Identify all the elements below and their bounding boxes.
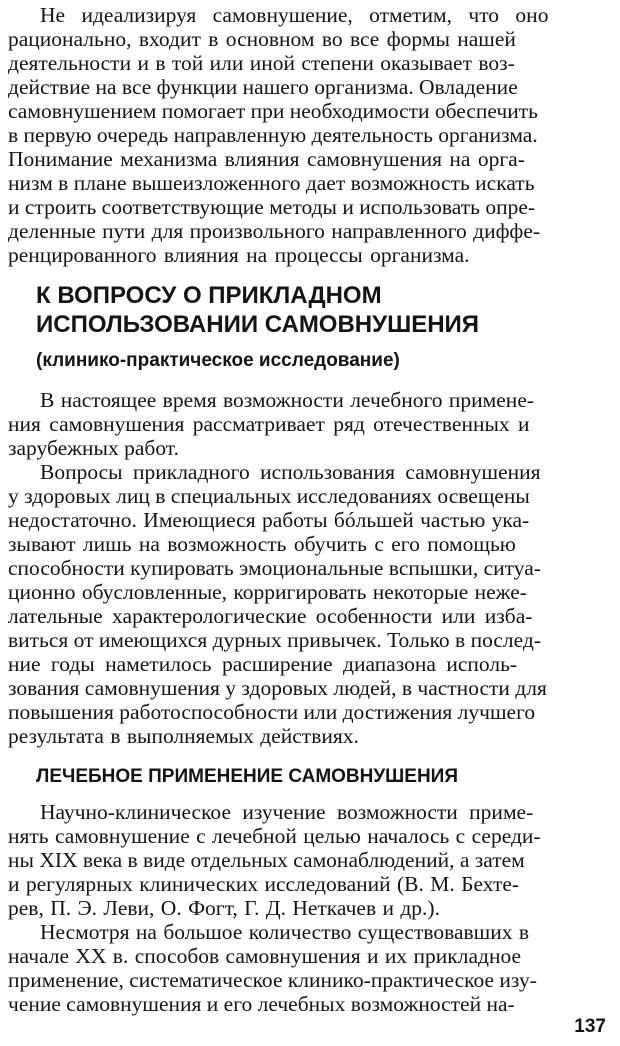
text-line: низм в плане вышеизложенного дает возможность искать	[8, 171, 535, 195]
text-line: ние годы наметилось расширение диапазона исполь-	[8, 652, 518, 676]
text-line: зывают лишь на возможность обучить с его помощью	[8, 532, 516, 556]
text-line: рационально, входит в основном во все формы нашей	[8, 27, 516, 51]
text-line: Научно-клиническое изучение возможности приме-	[40, 800, 534, 824]
text-line: самовнушением помогает при необходимости обеспечить	[8, 99, 538, 123]
text-line: нять самовнушение с лечебной целью началось с середи-	[8, 824, 541, 848]
text-line: применение, систематическое клинико-практическое изу-	[8, 968, 537, 992]
text-line: В настоящее время возможности лечебного примене-	[40, 388, 535, 412]
text-line: Вопросы прикладного использования самовнушения	[40, 460, 541, 484]
text-line: Понимание механизма влияния самовнушения на орга-	[8, 147, 525, 171]
text-line: виться от имеющихся дурных привычек. Только в послед-	[8, 628, 541, 652]
text-line: начале XX в. способов самовнушения и их прикладное	[8, 944, 522, 968]
text-line: ционно обусловленные, корригировать некоторые нeже-	[8, 580, 527, 604]
text-line: зарубежных работ.	[8, 436, 179, 460]
section-heading: ЛЕЧЕБНОЕ ПРИМЕНЕНИЕ САМОВНУШЕНИЯ	[36, 766, 458, 787]
text-line: повышения работоспособности или достижения лучшего	[8, 700, 536, 724]
chapter-heading-line: ИСПОЛЬЗОВАНИИ САМОВНУШЕНИЯ	[36, 311, 480, 338]
text-line: ны XIX века в виде отдельных самонаблюдений, а затем	[8, 848, 525, 872]
text-line: лательные характерологические особенности или изба-	[8, 604, 533, 628]
text-line: способности купировать эмоциональные вспышки, ситуа-	[8, 556, 541, 580]
text-line: у здоровых лиц в специальных исследованиях освещены	[8, 484, 530, 508]
text-line: действие на все функции нашего организма. Овладение	[8, 75, 518, 99]
text-line: Не идеализируя самовнушение, отметим, что оно	[40, 3, 549, 27]
text-line: и строить соответствующие методы и использовать опре-	[8, 195, 536, 219]
text-line: результата в выполняемых действиях.	[8, 724, 359, 748]
text-line: недостаточно. Имеющиеся работы бóльшей частью ука-	[8, 508, 530, 532]
chapter-subtitle: (клинико-практическое исследование)	[36, 350, 400, 371]
text-line: Несмотря на большое количество существовавших в	[40, 920, 529, 944]
chapter-heading-line: К ВОПРОСУ О ПРИКЛАДНОМ	[36, 282, 382, 309]
text-line: в первую очередь направленную деятельность организма.	[8, 123, 538, 147]
text-line: ния самовнушения рассматривает ряд отечественных и	[8, 412, 530, 436]
text-line: деленные пути для произвольного направленного диффе-	[8, 219, 541, 243]
text-line: и регулярных клинических исследований (В. М. Бехте-	[8, 872, 520, 896]
text-line: рев, П. Э. Леви, О. Фогт, Г. Д. Неткачев и др.).	[8, 896, 440, 920]
text-line: зования самовнушения у здоровых людей, в частности для	[8, 676, 547, 700]
text-line: деятельности и в той или иной степени оказывает воз-	[8, 51, 515, 75]
page-number: 137	[574, 1016, 606, 1037]
text-line: ренцированного влияния на процессы организма.	[8, 243, 470, 267]
text-line: чение самовнушения и его лечебных возможностей на-	[8, 992, 515, 1016]
